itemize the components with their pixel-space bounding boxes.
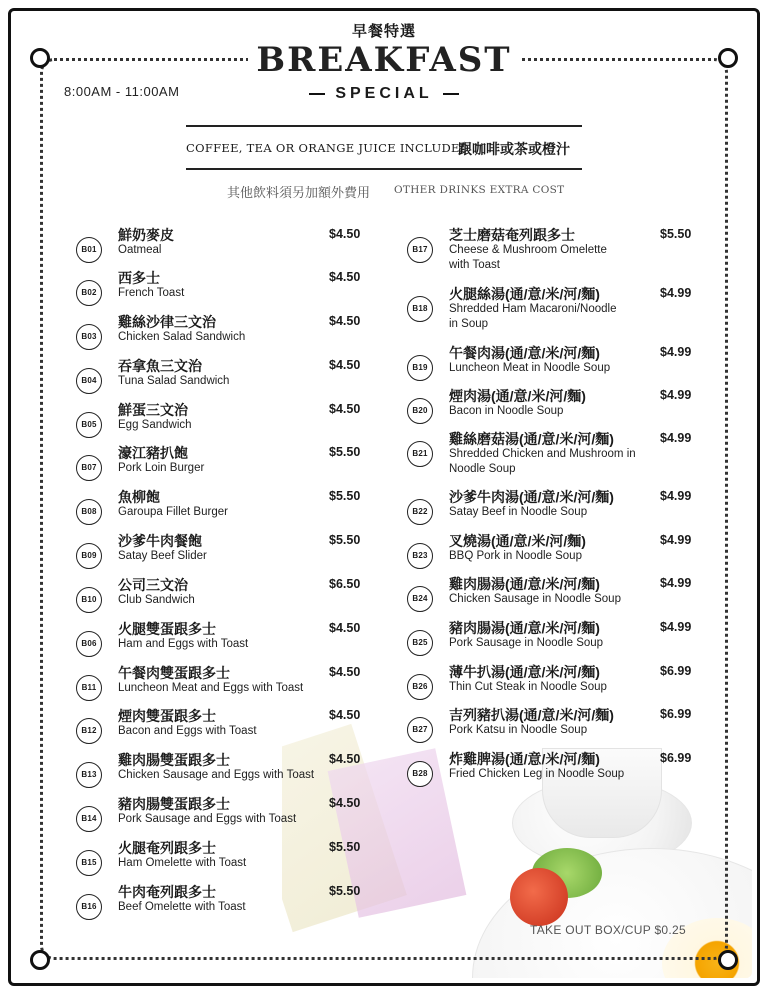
item-price: $4.99 xyxy=(660,286,692,300)
item-name-en: Thin Cut Steak in Noodle Soup xyxy=(449,681,607,693)
item-name-zh: 鮮奶麥皮 xyxy=(118,227,174,243)
item-name-en: Bacon and Eggs with Toast xyxy=(118,725,257,737)
item-name-zh: 豬肉腸湯(通/意/米/河/麵) xyxy=(449,620,600,636)
item-code-badge: B12 xyxy=(76,718,102,744)
item-price: $4.99 xyxy=(660,489,692,503)
item-name-zh: 雞肉腸雙蛋跟多士 xyxy=(118,752,230,768)
item-code-badge: B18 xyxy=(407,296,433,322)
item-code-badge: B13 xyxy=(76,762,102,788)
item-code-badge: B09 xyxy=(76,543,102,569)
item-name-en: Satay Beef Slider xyxy=(118,550,207,562)
divider-bottom xyxy=(186,168,582,170)
item-name-en: Satay Beef in Noodle Soup xyxy=(449,506,588,518)
item-price: $4.50 xyxy=(329,752,361,766)
item-code-badge: B24 xyxy=(407,586,433,612)
item-price: $4.99 xyxy=(660,533,692,547)
item-code-badge: B15 xyxy=(76,850,102,876)
item-code-badge: B21 xyxy=(407,441,433,467)
item-price: $4.50 xyxy=(329,665,361,679)
item-code-badge: B17 xyxy=(407,237,433,263)
item-name-zh: 西多士 xyxy=(118,270,160,286)
item-name-en-line2: Noodle Soup xyxy=(449,463,516,475)
item-name-zh: 雞絲磨菇湯(通/意/米/河/麵) xyxy=(449,431,614,447)
item-name-en: Shredded Ham Macaroni/Noodle xyxy=(449,303,617,315)
item-code-badge: B20 xyxy=(407,398,433,424)
item-code-badge: B22 xyxy=(407,499,433,525)
divider-top xyxy=(186,125,582,127)
item-price: $5.50 xyxy=(329,840,361,854)
item-name-zh: 叉燒湯(通/意/米/河/麵) xyxy=(449,533,586,549)
item-code-badge: B26 xyxy=(407,674,433,700)
item-code-badge: B02 xyxy=(76,280,102,306)
item-price: $5.50 xyxy=(329,533,361,547)
item-name-en: Ham Omelette with Toast xyxy=(118,857,247,869)
item-price: $4.50 xyxy=(329,621,361,635)
item-code-badge: B08 xyxy=(76,499,102,525)
page-title: BREAKFAST xyxy=(256,40,512,80)
item-code-badge: B05 xyxy=(76,412,102,438)
item-name-zh: 公司三文治 xyxy=(118,577,188,593)
item-name-en: Pork Katsu in Noodle Soup xyxy=(449,724,588,736)
item-price: $4.99 xyxy=(660,345,692,359)
item-name-en: Pork Sausage and Eggs with Toast xyxy=(118,813,297,825)
item-price: $4.50 xyxy=(329,796,361,810)
item-code-badge: B06 xyxy=(76,631,102,657)
item-name-en: Beef Omelette with Toast xyxy=(118,901,246,913)
item-name-zh: 濠江豬扒飽 xyxy=(118,445,188,461)
item-name-zh: 火腿絲湯(通/意/米/河/麵) xyxy=(449,286,600,302)
item-code-badge: B25 xyxy=(407,630,433,656)
item-name-en: BBQ Pork in Noodle Soup xyxy=(449,550,582,562)
item-name-en: Cheese & Mushroom Omelette xyxy=(449,244,607,256)
item-name-en: Luncheon Meat and Eggs with Toast xyxy=(118,682,304,694)
item-price: $5.50 xyxy=(660,227,692,241)
item-price: $4.50 xyxy=(329,402,361,416)
item-price: $4.50 xyxy=(329,358,361,372)
item-name-zh: 沙爹牛肉餐飽 xyxy=(118,533,202,549)
item-code-badge: B19 xyxy=(407,355,433,381)
item-name-zh: 薄牛扒湯(通/意/米/河/麵) xyxy=(449,664,600,680)
item-name-en: Ham and Eggs with Toast xyxy=(118,638,249,650)
item-price: $5.50 xyxy=(329,445,361,459)
item-code-badge: B23 xyxy=(407,543,433,569)
item-price: $4.50 xyxy=(329,314,361,328)
item-name-zh: 豬肉腸雙蛋跟多士 xyxy=(118,796,230,812)
item-name-en: Oatmeal xyxy=(118,244,162,256)
item-price: $6.99 xyxy=(660,707,692,721)
corner-ornament xyxy=(30,950,50,970)
item-name-zh: 牛肉奄列跟多士 xyxy=(118,884,216,900)
item-price: $4.99 xyxy=(660,388,692,402)
item-name-zh: 鮮蛋三文治 xyxy=(118,402,188,418)
drinks-included-zh: 跟咖啡或茶或橙汁 xyxy=(458,141,570,157)
item-name-zh: 午餐肉湯(通/意/米/河/麵) xyxy=(449,345,600,361)
item-name-zh: 火腿奄列跟多士 xyxy=(118,840,216,856)
item-price: $4.50 xyxy=(329,227,361,241)
item-code-badge: B03 xyxy=(76,324,102,350)
dash-decoration xyxy=(309,93,325,95)
item-name-en: Club Sandwich xyxy=(118,594,195,606)
item-code-badge: B01 xyxy=(76,237,102,263)
item-name-en: Bacon in Noodle Soup xyxy=(449,405,564,417)
corner-ornament xyxy=(718,950,738,970)
item-code-badge: B04 xyxy=(76,368,102,394)
item-name-zh: 吞拿魚三文治 xyxy=(118,358,202,374)
item-price: $4.99 xyxy=(660,431,692,445)
item-name-en: Tuna Salad Sandwich xyxy=(118,375,230,387)
item-price: $4.50 xyxy=(329,270,361,284)
item-name-en-line2: with Toast xyxy=(449,259,500,271)
item-code-badge: B28 xyxy=(407,761,433,787)
item-price: $5.50 xyxy=(329,489,361,503)
item-code-badge: B14 xyxy=(76,806,102,832)
item-name-zh: 魚柳飽 xyxy=(118,489,160,505)
item-price: $4.99 xyxy=(660,576,692,590)
item-name-en: French Toast xyxy=(118,287,185,299)
item-name-zh: 煙肉雙蛋跟多士 xyxy=(118,708,216,724)
item-code-badge: B27 xyxy=(407,717,433,743)
subtitle-text: SPECIAL xyxy=(335,85,433,102)
extra-cost-zh: 其他飲料須另加額外費用 xyxy=(227,185,371,200)
item-name-zh: 火腿雙蛋跟多士 xyxy=(118,621,216,637)
item-code-badge: B11 xyxy=(76,675,102,701)
item-name-zh: 炸雞脾湯(通/意/米/河/麵) xyxy=(449,751,600,767)
item-name-zh: 沙爹牛肉湯(通/意/米/河/麵) xyxy=(449,489,614,505)
item-name-zh: 午餐肉雙蛋跟多士 xyxy=(118,665,230,681)
item-code-badge: B16 xyxy=(76,894,102,920)
item-name-en: Shredded Chicken and Mushroom in xyxy=(449,448,636,460)
item-name-zh: 芝士磨菇奄列跟多士 xyxy=(449,227,575,243)
item-price: $5.50 xyxy=(329,884,361,898)
hours-text: 8:00AM - 11:00AM xyxy=(64,84,180,99)
item-code-badge: B10 xyxy=(76,587,102,613)
extra-cost-en: OTHER DRINKS EXTRA COST xyxy=(394,184,565,196)
item-name-zh: 吉列豬扒湯(通/意/米/河/麵) xyxy=(449,707,614,723)
item-name-en: Chicken Sausage in Noodle Soup xyxy=(449,593,621,605)
item-price: $4.99 xyxy=(660,620,692,634)
item-name-en: Garoupa Fillet Burger xyxy=(118,506,228,518)
item-name-en-line2: in Soup xyxy=(449,318,489,330)
item-price: $6.99 xyxy=(660,751,692,765)
item-code-badge: B07 xyxy=(76,455,102,481)
item-name-en: Chicken Salad Sandwich xyxy=(118,331,246,343)
item-name-zh: 雞肉腸湯(通/意/米/河/麵) xyxy=(449,576,600,592)
item-name-en: Luncheon Meat in Noodle Soup xyxy=(449,362,611,374)
item-name-en: Pork Sausage in Noodle Soup xyxy=(449,637,604,649)
takeout-note: TAKE OUT BOX/CUP $0.25 xyxy=(530,923,686,937)
title-chinese: 早餐特選 xyxy=(351,23,416,40)
item-name-zh: 煙肉湯(通/意/米/河/麵) xyxy=(449,388,586,404)
item-price: $6.99 xyxy=(660,664,692,678)
item-price: $6.50 xyxy=(329,577,361,591)
item-name-en: Pork Loin Burger xyxy=(118,462,205,474)
item-name-zh: 雞絲沙律三文治 xyxy=(118,314,216,330)
dash-decoration xyxy=(443,93,459,95)
item-price: $4.50 xyxy=(329,708,361,722)
item-name-en: Egg Sandwich xyxy=(118,419,192,431)
item-name-en: Fried Chicken Leg in Noodle Soup xyxy=(449,768,625,780)
item-name-en: Chicken Sausage and Eggs with Toast xyxy=(118,769,315,781)
drinks-included-en: COFFEE, TEA OR ORANGE JUICE INCLUDED xyxy=(186,141,470,155)
